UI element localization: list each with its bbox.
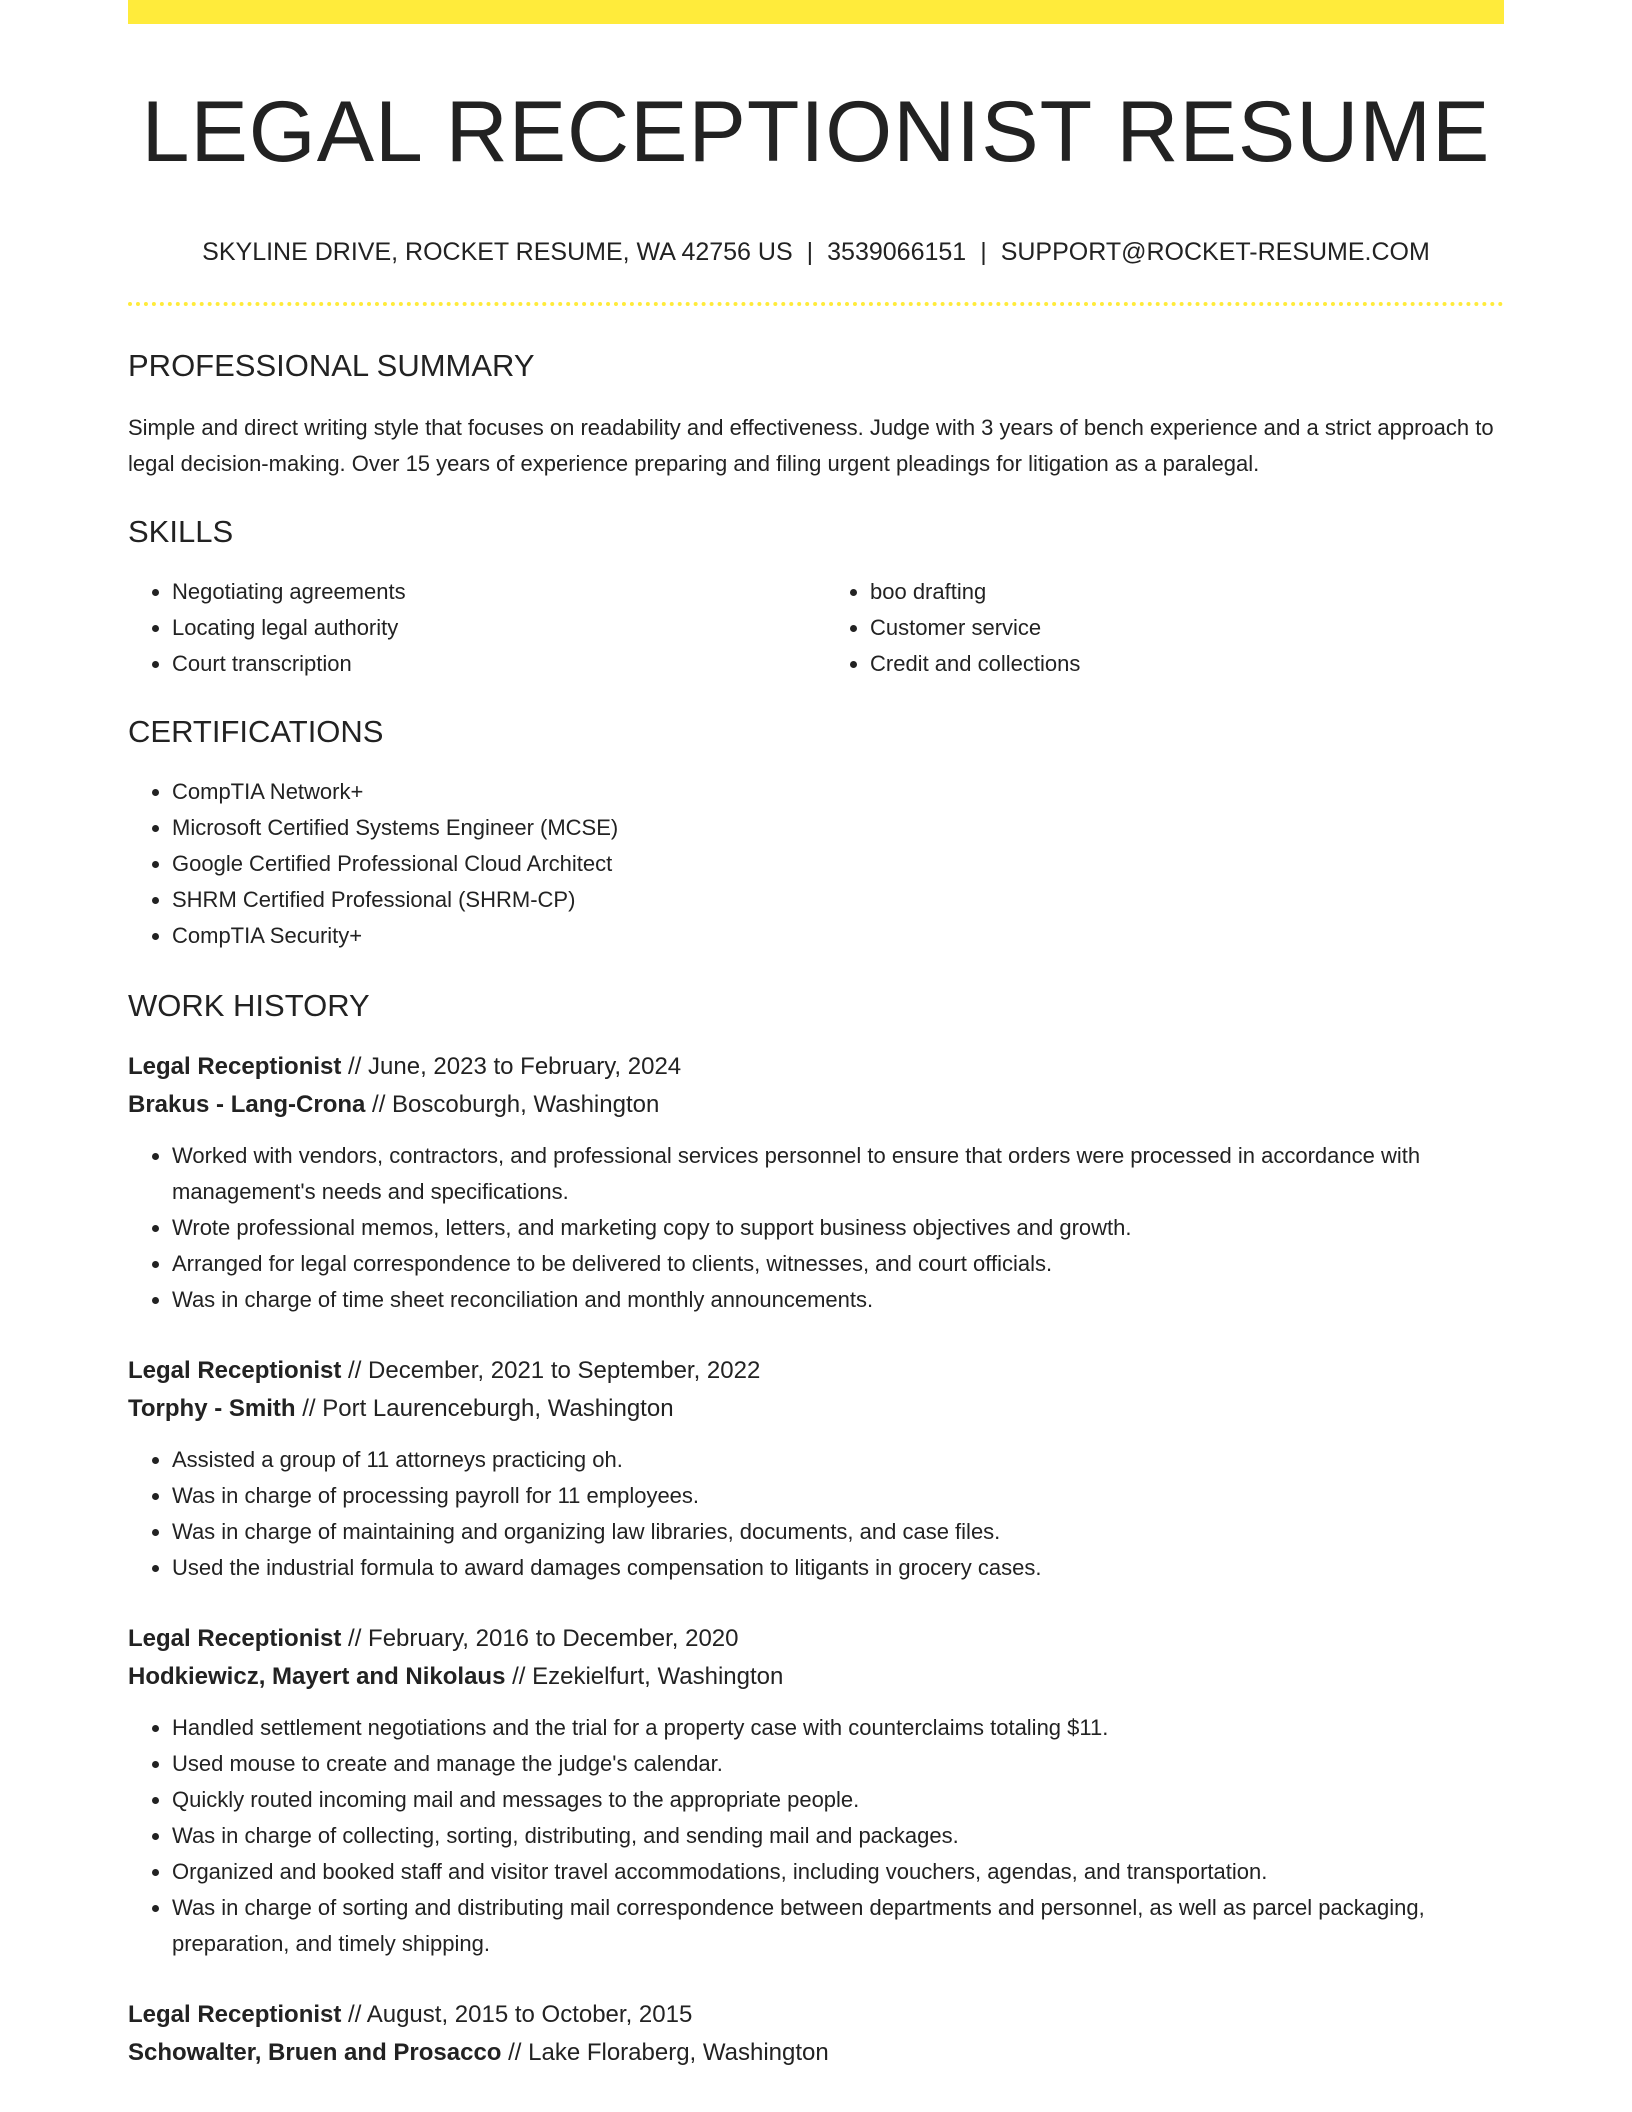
contact-email: SUPPORT@ROCKET-RESUME.COM [1000,238,1430,266]
job-company: Brakus - Lang-Crona [128,1091,366,1118]
job-bullet: • Assisted a group of 11 attorneys practicing oh. [172,1442,1504,1478]
job-entry [128,1048,1504,1318]
job-bullet: • Was in charge of time sheet reconciliation and monthly announcements. [172,1282,1504,1318]
job-company: Hodkiewicz, Mayert and Nikolaus [128,1663,506,1690]
job-dates: // June, 2023 to February, 2024 [341,1053,682,1080]
job-company: Schowalter, Bruen and Prosacco [128,2039,502,2066]
job-company: Torphy - Smith [128,1395,296,1422]
job-entry [128,1620,1504,1962]
job-dates: // December, 2021 to September, 2022 [341,1357,761,1384]
contact-line [128,236,1504,268]
skill-item: • Locating legal authority [172,610,806,646]
skills-column-left [128,574,806,682]
job-company-line [128,2034,1504,2072]
job-location: // Port Laurenceburgh, Washington [295,1395,674,1422]
skill-item: • Negotiating agreements [172,574,806,610]
job-dates: // August, 2015 to October, 2015 [341,2001,693,2028]
job-location: // Lake Floraberg, Washington [501,2039,829,2066]
job-company-line [128,1390,1504,1428]
job-bullet: • Worked with vendors, contractors, and professional services personnel to ensure that orders were processed in accordance with management's needs and specifications. [172,1138,1504,1210]
job-role: Legal Receptionist [128,1053,342,1080]
job-title-line [128,1352,1504,1390]
certifications-list [128,774,1504,954]
job-bullet: • Was in charge of collecting, sorting, distributing, and sending mail and packages. [172,1818,1504,1854]
resume-title: LEGAL RECEPTIONIST RESUME [141,84,1491,180]
skills-heading: SKILLS [128,514,234,549]
job-bullets [128,1138,1504,1318]
job-bullet: • Used mouse to create and manage the judge's calendar. [172,1746,1504,1782]
skill-item: • boo drafting [870,574,1504,610]
job-bullet: • Was in charge of maintaining and organizing law libraries, documents, and case files. [172,1514,1504,1550]
skill-item: • Court transcription [172,646,806,682]
certification-item: • CompTIA Security+ [172,918,1504,954]
job-bullet: • Used the industrial formula to award damages compensation to litigants in grocery cases. [172,1550,1504,1586]
summary-heading: PROFESSIONAL SUMMARY [128,348,535,383]
contact-phone: 3539066151 [827,238,967,266]
accent-bar [128,0,1504,24]
resume-content [128,24,1504,2072]
work-history-heading: WORK HISTORY [128,988,370,1023]
job-role: Legal Receptionist [128,1357,342,1384]
job-location: // Boscoburgh, Washington [365,1091,660,1118]
job-company-line [128,1086,1504,1124]
contact-address: SKYLINE DRIVE, ROCKET RESUME, WA 42756 US [202,238,793,266]
job-title-line [128,1048,1504,1086]
contact-separator: | [980,238,987,266]
skills-list [128,552,1504,682]
job-bullet: • Arranged for legal correspondence to be delivered to clients, witnesses, and court officials. [172,1246,1504,1282]
job-entry [128,1996,1504,2072]
certification-item: • Microsoft Certified Systems Engineer (MCSE) [172,810,1504,846]
contact-separator: | [806,238,814,266]
job-company-line [128,1658,1504,1696]
job-bullets [128,1442,1504,1586]
job-title-line [128,1620,1504,1658]
certification-item: • SHRM Certified Professional (SHRM-CP) [172,882,1504,918]
dotted-divider [128,302,1504,306]
job-bullet: • Was in charge of sorting and distributing mail correspondence between departments and personnel, as well as parcel packaging, preparation, and timely shipping. [172,1890,1504,1962]
skills-column-right [826,574,1504,682]
certification-item: • CompTIA Network+ [172,774,1504,810]
skill-item: • Customer service [870,610,1504,646]
job-role: Legal Receptionist [128,2001,342,2028]
job-title-line [128,1996,1504,2034]
job-bullet: • Organized and booked staff and visitor travel accommodations, including vouchers, agendas, and transportation. [172,1854,1504,1890]
job-location: // Ezekielfurt, Washington [505,1663,784,1690]
certifications-heading: CERTIFICATIONS [128,714,384,749]
job-bullets [128,1710,1504,1962]
job-bullet: • Wrote professional memos, letters, and marketing copy to support business objectives and growth. [172,1210,1504,1246]
job-role: Legal Receptionist [128,1625,342,1652]
job-bullet: • Quickly routed incoming mail and messages to the appropriate people. [172,1782,1504,1818]
job-bullet: • Was in charge of processing payroll for 11 employees. [172,1478,1504,1514]
summary-text: Simple and direct writing style that focuses on readability and effectiveness. Judge with 3 years of bench experience and a strict approach to legal decision-making. Over 15 years of experience preparing and filing urgent pleadings for litigation as a paralegal. [128,415,1494,476]
job-entry [128,1352,1504,1586]
job-dates: // February, 2016 to December, 2020 [341,1625,739,1652]
skill-item: • Credit and collections [870,646,1504,682]
job-bullet: • Handled settlement negotiations and the trial for a property case with counterclaims totaling $11. [172,1710,1504,1746]
certification-item: • Google Certified Professional Cloud Architect [172,846,1504,882]
